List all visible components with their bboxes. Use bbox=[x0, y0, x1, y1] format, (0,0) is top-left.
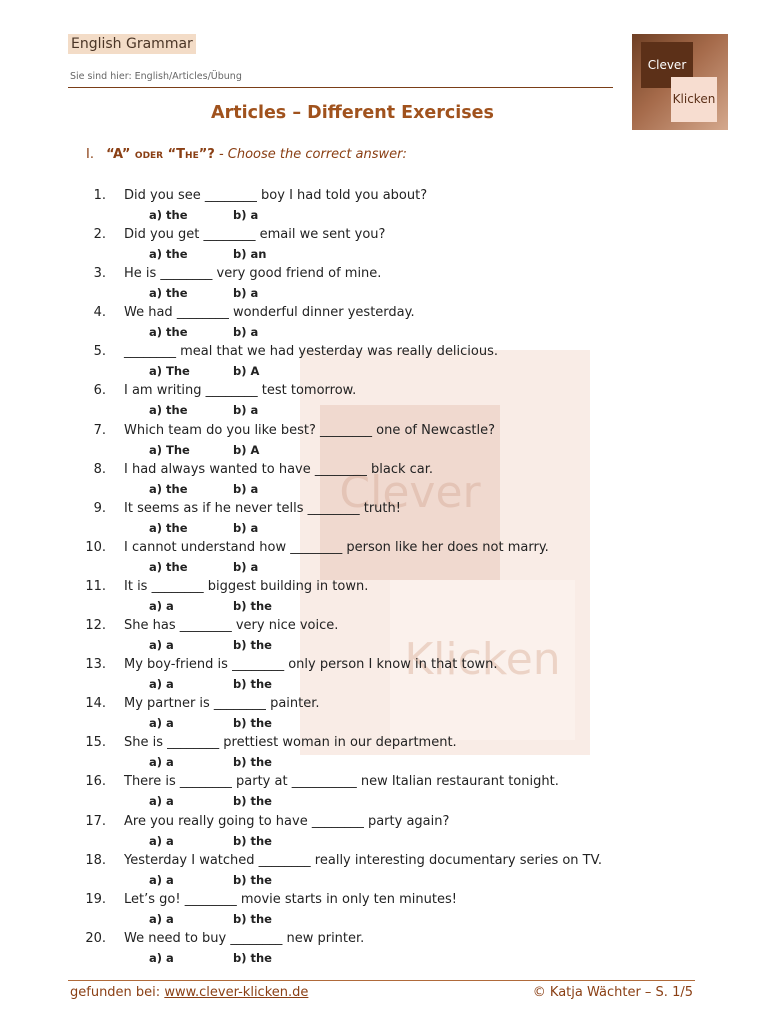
answer-options bbox=[149, 912, 317, 926]
section-heading bbox=[86, 147, 407, 162]
logo-top-box: Clever bbox=[641, 42, 693, 88]
option-a[interactable]: a) a bbox=[149, 638, 174, 653]
question-text: I had always wanted to have ________ black car. bbox=[124, 461, 434, 477]
question-text: He is ________ very good friend of mine. bbox=[124, 266, 382, 282]
page-title: Articles – Different Exercises bbox=[211, 103, 494, 123]
question-text: Which team do you like best? ________ one of Newcastle? bbox=[124, 422, 495, 438]
question-text: My partner is ________ painter. bbox=[124, 696, 320, 712]
option-a[interactable]: a) The bbox=[149, 442, 190, 457]
option-b[interactable]: b) a bbox=[233, 403, 259, 418]
question-text: ________ meal that we had yesterday was really delicious. bbox=[124, 344, 499, 360]
option-b[interactable]: b) an bbox=[233, 247, 267, 262]
section-instruction: - Choose the correct answer: bbox=[218, 147, 407, 162]
question-text: Are you really going to have ________ party again? bbox=[124, 813, 450, 829]
question-text: It is ________ biggest building in town. bbox=[124, 578, 369, 594]
header-divider bbox=[68, 87, 613, 88]
answer-options bbox=[149, 834, 317, 848]
answer-options bbox=[149, 286, 317, 300]
question-number: 19. bbox=[85, 891, 106, 907]
question-text: She has ________ very nice voice. bbox=[124, 618, 339, 634]
option-a[interactable]: a) a bbox=[149, 833, 174, 848]
question-number: 20. bbox=[85, 930, 106, 946]
breadcrumb: Sie sind hier: English/Articles/Übung bbox=[70, 71, 242, 82]
question-item bbox=[0, 186, 768, 225]
question-item bbox=[0, 812, 768, 851]
option-b[interactable]: b) a bbox=[233, 559, 259, 574]
question-number: 2. bbox=[93, 227, 106, 243]
question-number: 18. bbox=[85, 852, 106, 868]
question-item bbox=[0, 538, 768, 577]
answer-options bbox=[149, 560, 317, 574]
answer-options bbox=[149, 873, 317, 887]
question-number: 7. bbox=[93, 422, 106, 438]
option-b[interactable]: b) a bbox=[233, 286, 259, 301]
option-b[interactable]: b) the bbox=[233, 716, 272, 731]
question-item bbox=[0, 421, 768, 460]
option-b[interactable]: b) the bbox=[233, 755, 272, 770]
question-item bbox=[0, 264, 768, 303]
question-number: 6. bbox=[93, 383, 106, 399]
question-item bbox=[0, 733, 768, 772]
question-number: 5. bbox=[93, 344, 106, 360]
footer-divider bbox=[68, 980, 695, 981]
answer-options bbox=[149, 364, 317, 378]
question-item bbox=[0, 655, 768, 694]
option-a[interactable]: a) the bbox=[149, 286, 188, 301]
option-a[interactable]: a) a bbox=[149, 598, 174, 613]
option-a[interactable]: a) the bbox=[149, 208, 188, 222]
option-a[interactable]: a) the bbox=[149, 247, 188, 262]
option-b[interactable]: b) a bbox=[233, 520, 259, 535]
option-b[interactable]: b) A bbox=[233, 364, 260, 379]
option-a[interactable]: a) The bbox=[149, 364, 190, 379]
option-a[interactable]: a) the bbox=[149, 325, 188, 340]
answer-options bbox=[149, 482, 317, 496]
answer-options bbox=[149, 208, 317, 222]
footer-found-label: gefunden bei: bbox=[70, 985, 161, 1000]
option-b[interactable]: b) the bbox=[233, 950, 272, 965]
question-text: There is ________ party at __________ new Italian restaurant tonight. bbox=[124, 774, 559, 790]
question-text: We need to buy ________ new printer. bbox=[124, 930, 365, 946]
section-question: “A” oder “The”? bbox=[106, 147, 215, 162]
option-b[interactable]: b) a bbox=[233, 325, 259, 340]
answer-options bbox=[149, 794, 317, 808]
option-b[interactable]: b) a bbox=[233, 481, 259, 496]
question-text: Let’s go! ________ movie starts in only ten minutes! bbox=[124, 891, 457, 907]
option-b[interactable]: b) the bbox=[233, 872, 272, 887]
question-item bbox=[0, 929, 768, 968]
question-item bbox=[0, 225, 768, 264]
question-text: My boy-friend is ________ only person I know in that town. bbox=[124, 657, 498, 673]
option-b[interactable]: b) the bbox=[233, 833, 272, 848]
answer-options bbox=[149, 521, 317, 535]
question-list bbox=[0, 186, 768, 968]
question-number: 10. bbox=[85, 539, 106, 555]
header-label: English Grammar bbox=[68, 34, 196, 54]
question-number: 4. bbox=[93, 305, 106, 321]
answer-options bbox=[149, 443, 317, 457]
question-text: I am writing ________ test tomorrow. bbox=[124, 383, 357, 399]
option-a[interactable]: a) a bbox=[149, 794, 174, 809]
question-number: 17. bbox=[85, 813, 106, 829]
question-number: 8. bbox=[93, 461, 106, 477]
footer-source bbox=[70, 985, 308, 1000]
question-item bbox=[0, 381, 768, 420]
answer-options bbox=[149, 677, 317, 691]
question-number: 9. bbox=[93, 500, 106, 516]
question-text: I cannot understand how ________ person like her does not marry. bbox=[124, 539, 549, 555]
question-item bbox=[0, 694, 768, 733]
answer-options bbox=[149, 325, 317, 339]
option-a[interactable]: a) a bbox=[149, 677, 174, 692]
watermark-top: Clever bbox=[320, 405, 500, 580]
answer-options bbox=[149, 403, 317, 417]
answer-options bbox=[149, 951, 317, 965]
question-text: Yesterday I watched ________ really interesting documentary series on TV. bbox=[124, 852, 602, 868]
question-number: 16. bbox=[85, 774, 106, 790]
option-b[interactable]: b) A bbox=[233, 442, 260, 457]
question-item bbox=[0, 577, 768, 616]
option-a[interactable]: a) a bbox=[149, 911, 174, 926]
logo-bottom-box: Klicken bbox=[671, 77, 717, 122]
option-b[interactable]: b) the bbox=[233, 638, 272, 653]
question-text: It seems as if he never tells ________ truth! bbox=[124, 500, 401, 516]
option-a[interactable]: a) the bbox=[149, 403, 188, 418]
option-a[interactable]: a) the bbox=[149, 559, 188, 574]
answer-options bbox=[149, 716, 317, 730]
option-b[interactable]: b) the bbox=[233, 911, 272, 926]
question-number: 11. bbox=[85, 578, 106, 594]
watermark-bottom: Klicken bbox=[390, 580, 575, 740]
question-number: 14. bbox=[85, 696, 106, 712]
question-item bbox=[0, 303, 768, 342]
question-text: We had ________ wonderful dinner yesterday. bbox=[124, 305, 415, 321]
question-item bbox=[0, 616, 768, 655]
question-item bbox=[0, 772, 768, 811]
answer-options bbox=[149, 599, 317, 613]
option-a[interactable]: a) a bbox=[149, 755, 174, 770]
option-a[interactable]: a) a bbox=[149, 872, 174, 887]
question-item bbox=[0, 460, 768, 499]
answer-options bbox=[149, 247, 317, 261]
question-number: 12. bbox=[85, 618, 106, 634]
question-item bbox=[0, 499, 768, 538]
question-number: 15. bbox=[85, 735, 106, 751]
section-number: I. bbox=[86, 147, 94, 162]
option-b[interactable]: b) a bbox=[233, 208, 259, 222]
question-text: She is ________ prettiest woman in our department. bbox=[124, 735, 457, 751]
question-number: 3. bbox=[93, 266, 106, 282]
question-text: Did you get ________ email we sent you? bbox=[124, 227, 386, 243]
question-number: 1. bbox=[93, 188, 106, 203]
option-a[interactable]: a) a bbox=[149, 950, 174, 965]
option-b[interactable]: b) the bbox=[233, 794, 272, 809]
question-item bbox=[0, 851, 768, 890]
answer-options bbox=[149, 638, 317, 652]
question-text: Did you see ________ boy I had told you about? bbox=[124, 188, 428, 203]
option-b[interactable]: b) the bbox=[233, 598, 272, 613]
option-a[interactable]: a) the bbox=[149, 481, 188, 496]
question-item bbox=[0, 342, 768, 381]
question-number: 13. bbox=[85, 657, 106, 673]
option-b[interactable]: b) the bbox=[233, 677, 272, 692]
option-a[interactable]: a) the bbox=[149, 520, 188, 535]
answer-options bbox=[149, 755, 317, 769]
option-a[interactable]: a) a bbox=[149, 716, 174, 731]
question-item bbox=[0, 890, 768, 929]
footer-copyright: © Katja Wächter – S. 1/5 bbox=[532, 985, 693, 1000]
footer-link[interactable]: www.clever-klicken.de bbox=[164, 985, 309, 1000]
